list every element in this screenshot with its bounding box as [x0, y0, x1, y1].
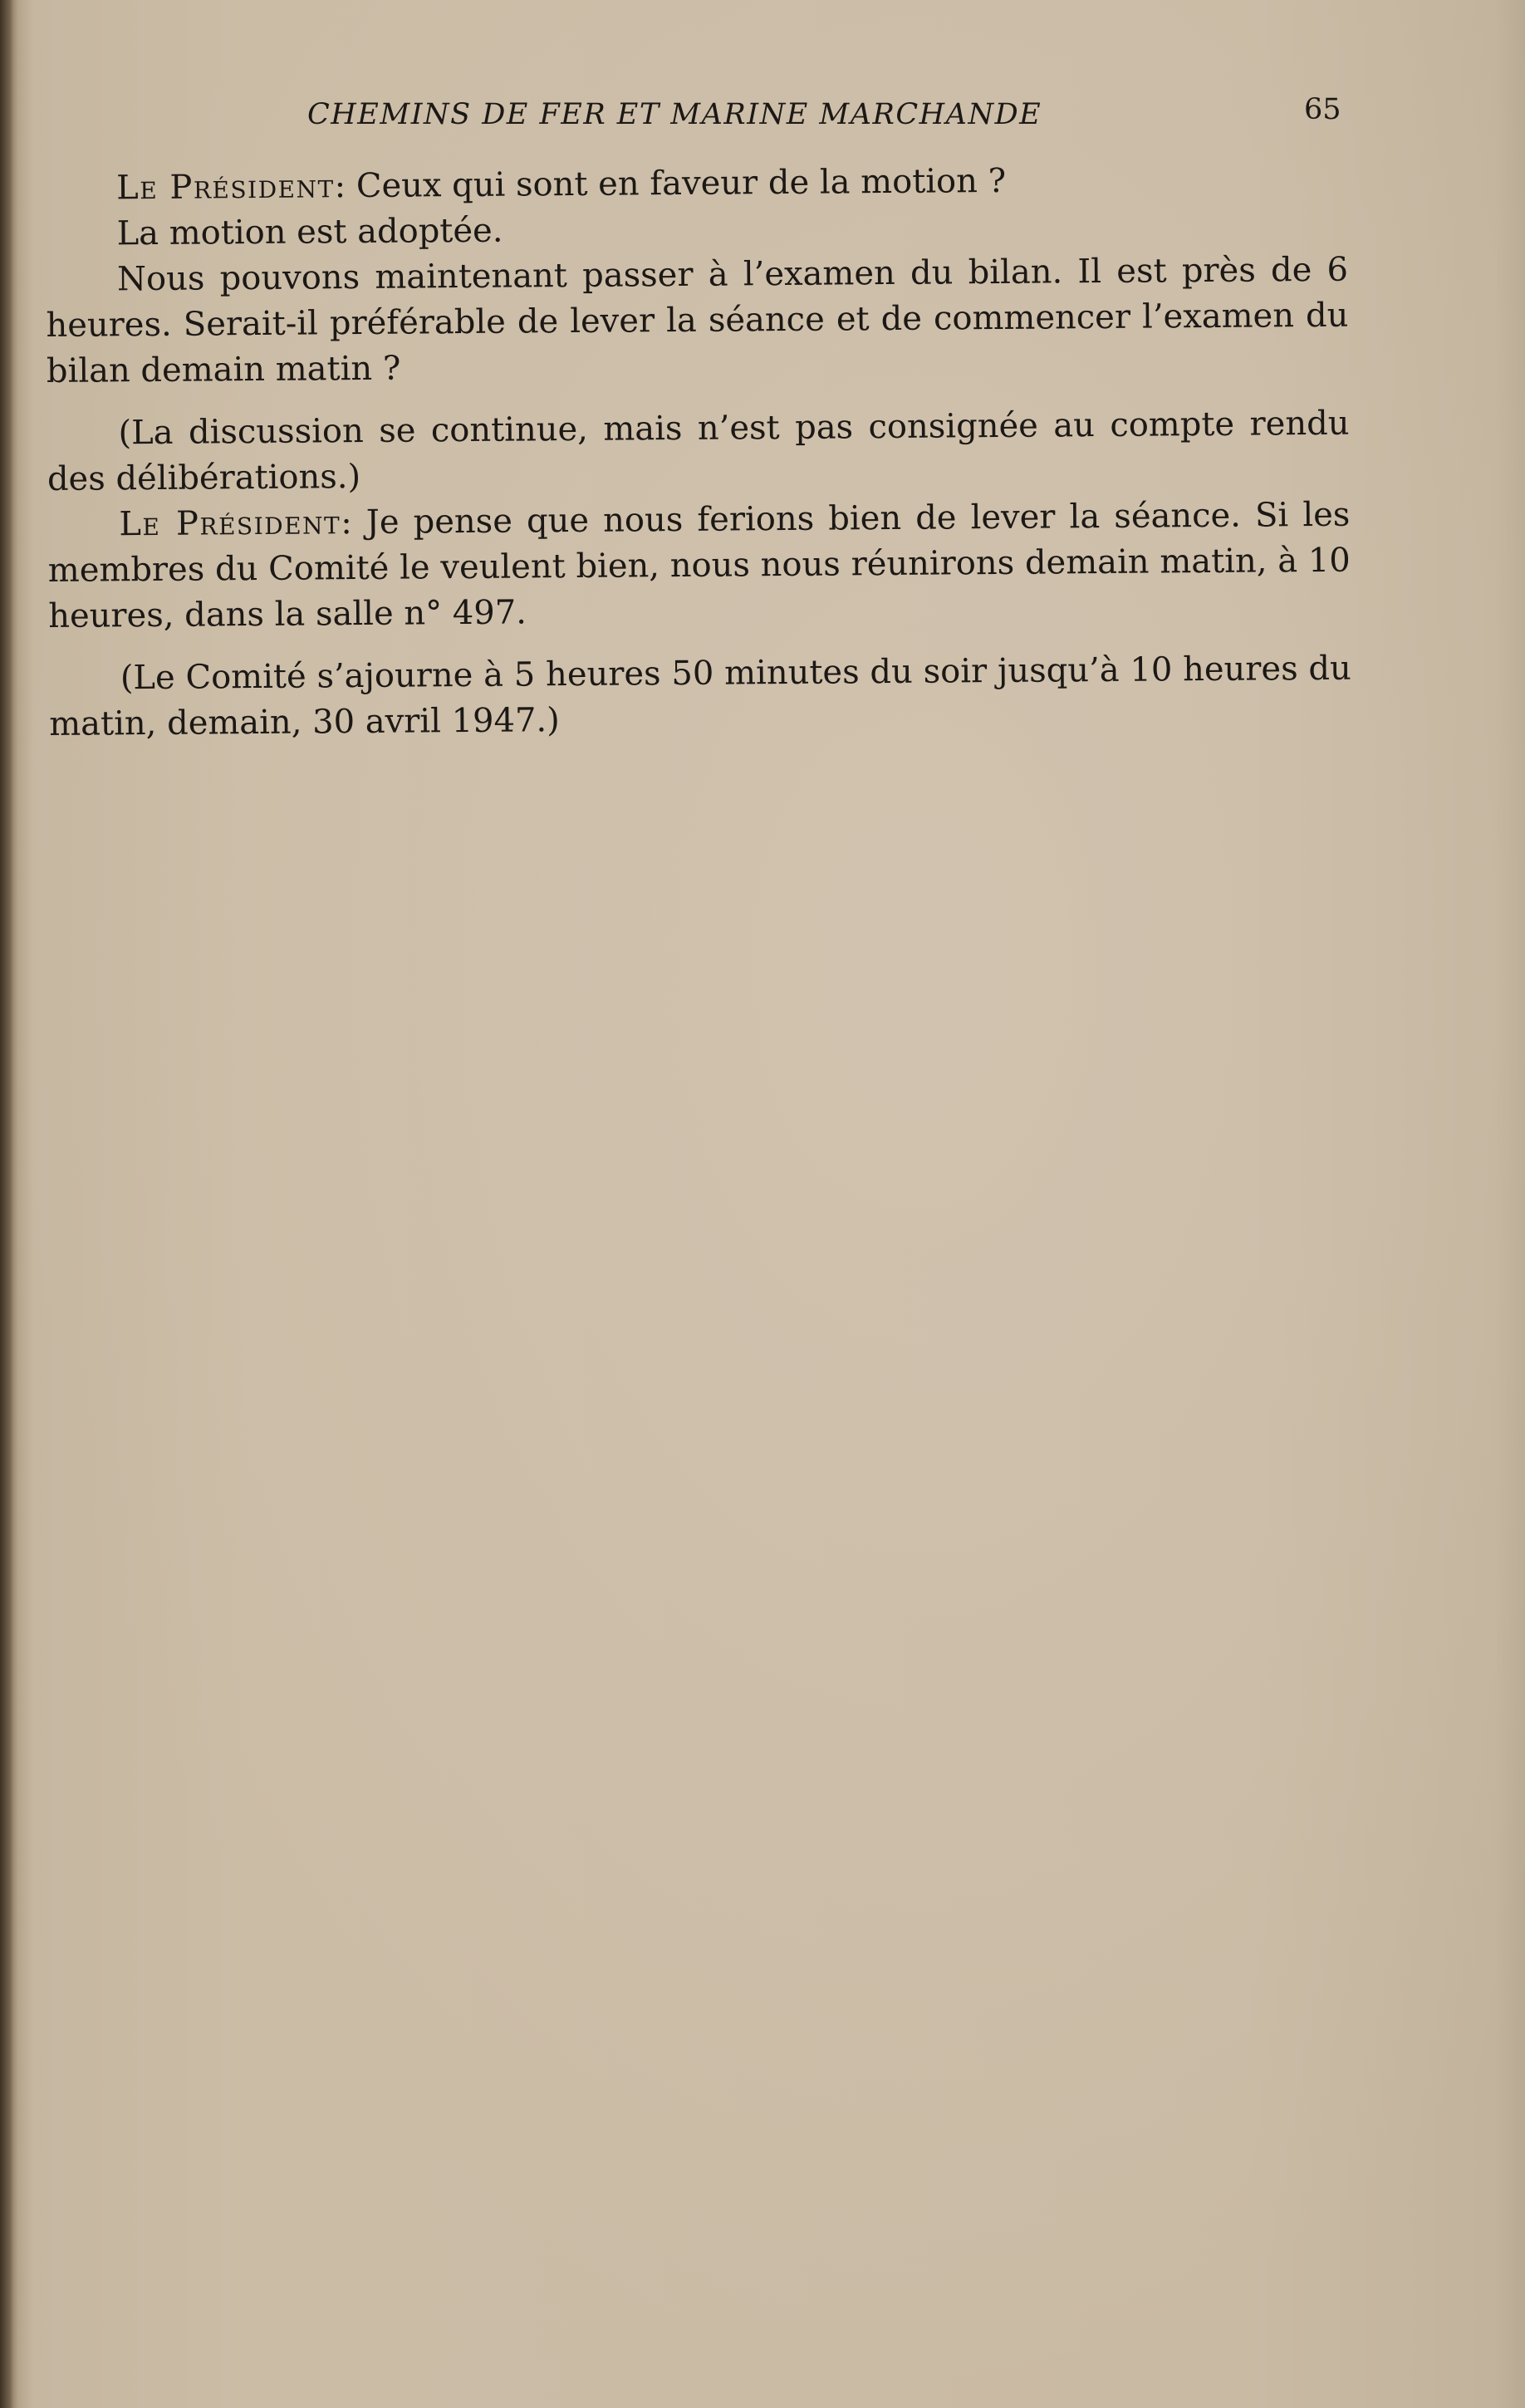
- paragraph: [49, 646, 1352, 748]
- speaker-name: Le Président: [119, 503, 341, 544]
- page-number: 65: [1304, 93, 1341, 126]
- paragraph: [47, 493, 1351, 640]
- running-title: CHEMINS DE FER ET MARINE MARCHANDE: [307, 98, 1042, 131]
- paragraph-text: : Ceux qui sont en faveur de la motion ?: [334, 161, 1007, 206]
- paragraph-text: Nous pouvons maintenant passer à l’examen du bilan. Il est près de 6 heures. Serait-il préférable de lever la séance et de commencer l’examen du bilan demain matin ?: [46, 250, 1349, 390]
- speaker-name: Le Président: [116, 167, 335, 208]
- paragraph: [47, 401, 1350, 503]
- body-text: [45, 156, 1351, 748]
- paragraph-text: La motion est adoptée.: [116, 211, 503, 253]
- paragraph: [46, 248, 1349, 395]
- book-binding-edge: [0, 0, 13, 2408]
- paragraph-text: : Je pense que nous ferions bien de lever la séance. Si les membres du Comité le veulent bien, nous nous réunirons demain matin, à 10 heures, dans la salle n° 497.: [47, 495, 1351, 635]
- paragraph-text: (La discussion se continue, mais n’est pas consignée au compte rendu des délibérations.): [47, 404, 1350, 498]
- paragraph-text: (Le Comité s’ajourne à 5 heures 50 minutes du soir jusqu’à 10 heures du matin, demain, 30 avril 1947.): [49, 649, 1351, 743]
- page-header: [0, 93, 1525, 135]
